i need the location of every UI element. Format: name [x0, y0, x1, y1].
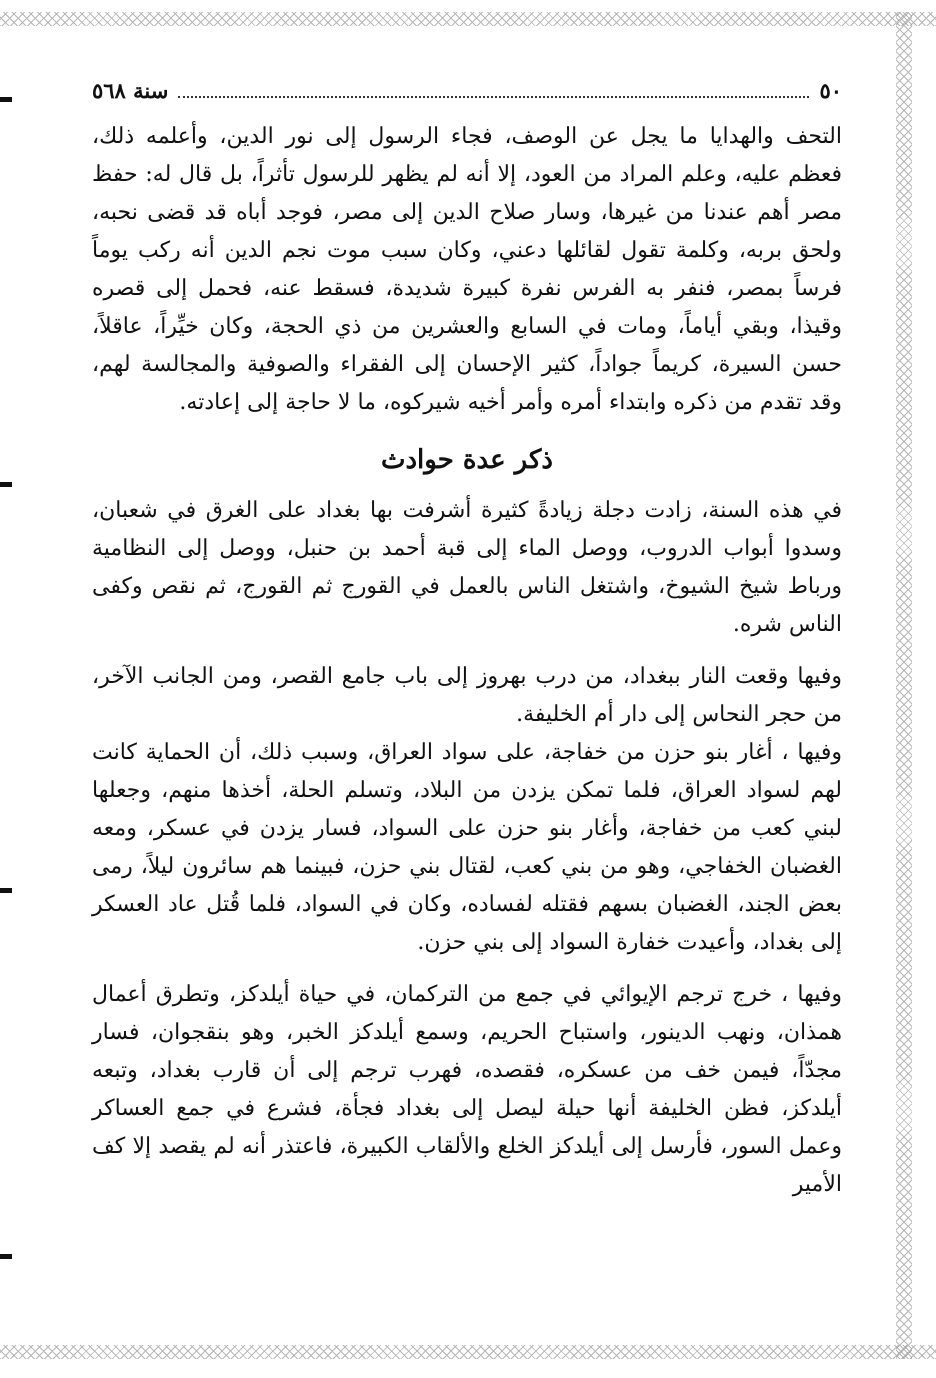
decorative-border-top: [0, 12, 936, 26]
section-title: ذكر عدة حوادث: [381, 445, 553, 475]
edge-mark: [0, 482, 12, 487]
paragraph: وفيها وقعت النار ببغداد، من درب بهروز إلى باب جامع القصر، ومن الجانب الآخر، من حجر النحاس إلى دار أم الخليفة.: [92, 664, 842, 727]
running-head: [92, 78, 842, 118]
edge-mark: [0, 1254, 12, 1259]
paragraph: وفيها ، خرج ترجم الإيوائي في جمع من التركمان، في حياة أيلدكز، وتطرق أعمال همذان، ونهب الدينور، واستباح الحريم، وسمع أيلدكز الخبر، وهو بنقجوان، فسار مجدّاً، فيمن خف من عسكره، فقصده، فهرب ترجم إلى أن قارب بغداد، وتبعه أيلدكز، فظن الخليفة أنها حيلة ليصل إلى بغداد فجأة، فشرع في جمع العساكر وعمل السور، فأرسل إلى أيلدكز الخلع والألقاب الكبيرة، فاعتذر أنه لم يقصد إلا كف الأمير: [92, 982, 842, 1197]
page-number: ٥٠: [819, 78, 842, 103]
book-page: [92, 78, 842, 1204]
edge-mark: [0, 888, 12, 893]
paragraph: في هذه السنة، زادت دجلة زيادةً كثيرة أشرفت بها بغداد على الغرق في شعبان، وسدوا أبواب الدروب، ووصل الماء إلى قبة أحمد بن حنبل، ووصل إلى النظامية ورباط شيخ الشيوخ، واشتغل الناس بالعمل في القورج ثم القورج، ثم نقص وكفى الناس شره.: [92, 498, 842, 637]
header-dotted-rule: [178, 82, 809, 98]
paragraph: وفيها ، أغار بنو حزن من خفاجة، على سواد العراق، وسبب ذلك، أن الحماية كانت لهم لسواد العراق، فلما تمكن يزدن من البلاد، وتسلم الحلة، أخذها منهم، وجعلها لبني كعب من خفاجة، وأغار بنو حزن على السواد، فسار يزدن في عسكر، ومعه الغضبان الخفاجي، وهو من بني كعب، لقتال بني حزن، فبينما هم سائرون ليلاً، رمى بعض الجند، الغضبان بسهم فقتله لفساده، وكان في السواد، فلما قُتل عاد العسكر إلى بغداد، وأعيدت خفارة السواد إلى بني حزن.: [92, 740, 842, 955]
decorative-border-right: [896, 12, 912, 1359]
paragraph: التحف والهدايا ما يجل عن الوصف، فجاء الرسول إلى نور الدين، وأعلمه ذلك، فعظم عليه، وعلم المراد من العود، إلا أنه لم يظهر للرسول تأثراً، بل قال له: حفظ مصر أهم عندنا من غيرها، وسار صلاح الدين إلى مصر، فوجد أباه قد قضى نحبه، ولحق بربه، وكلمة تقول لقائلها دعني، وكان سبب موت نجم الدين أنه ركب يوماً فرساً بمصر، فنفر به الفرس نفرة كبيرة شديدة، فسقط عنه، فحمل إلى قصره وقيذا، وبقي أياماً، ومات في السابع والعشرين من ذي الحجة، وكان خيِّراً، عاقلاً، حسن السيرة، كريماً جواداً، كثير الإحسان إلى الفقراء والصوفية والمجالسة لهم، وقد تقدم من ذكره وابتداء أمره وأمر أخيه شيركوه، ما لا حاجة إلى إعادته.: [92, 124, 842, 415]
decorative-border-bottom: [0, 1345, 936, 1359]
edge-mark: [0, 97, 12, 102]
year-label: سنة ٥٦٨: [92, 78, 169, 103]
